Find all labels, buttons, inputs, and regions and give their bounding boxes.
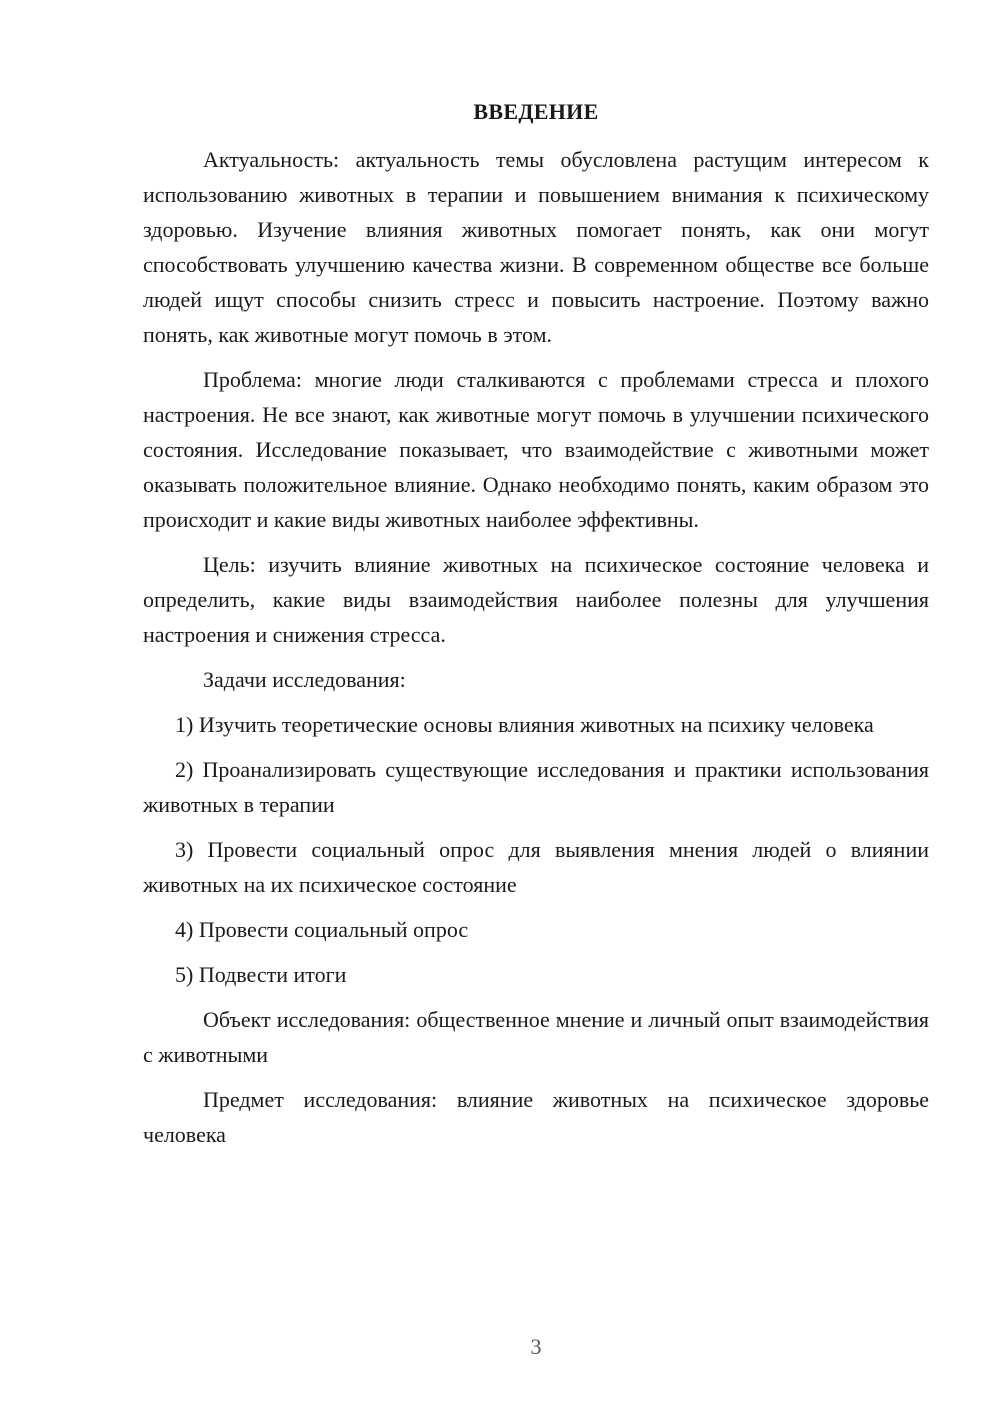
- section-title: ВВЕДЕНИЕ: [473, 99, 599, 124]
- relevance-paragraph: Актуальность: актуальность темы обусловлена растущим интересом к использованию животных в терапии и повышением внимания к психическому здоровью. Изучение влияния животных помогает понять, как они могут способствовать улучшению качества жизни. В современном обществе все больше людей ищут способы снизить стресс и повысить настроение. Поэтому важно понять, как животные могут помочь в этом.: [143, 147, 929, 347]
- task-item-4: 4) Провести социальный опрос: [175, 917, 469, 942]
- task-item-1: 1) Изучить теоретические основы влияния животных на психику человека: [175, 712, 874, 737]
- subject-paragraph: Предмет исследования: влияние животных на психическое здоровье человека: [143, 1087, 929, 1147]
- page-number: 3: [530, 1334, 542, 1359]
- task-item-5: 5) Подвести итоги: [175, 962, 347, 987]
- goal-paragraph: Цель: изучить влияние животных на психическое состояние человека и определить, какие виды взаимодействия наиболее полезны для улучшения настроения и снижения стресса.: [143, 552, 929, 647]
- tasks-heading: Задачи исследования:: [203, 667, 406, 692]
- task-item-3: 3) Провести социальный опрос для выявления мнения людей о влиянии животных на их психическое состояние: [143, 837, 929, 897]
- problem-paragraph: Проблема: многие люди сталкиваются с проблемами стресса и плохого настроения. Не все знают, как животные могут помочь в улучшении психического состояния. Исследование показывает, что взаимодействие с животными может оказывать положительное влияние. Однако необходимо понять, каким образом это происходит и какие виды животных наиболее эффективны.: [143, 367, 929, 532]
- object-paragraph: Объект исследования: общественное мнение и личный опыт взаимодействия с животными: [143, 1007, 929, 1067]
- document-body: [143, 142, 929, 1162]
- task-item-2: 2) Проанализировать существующие исследования и практики использования животных в терапии: [143, 757, 929, 817]
